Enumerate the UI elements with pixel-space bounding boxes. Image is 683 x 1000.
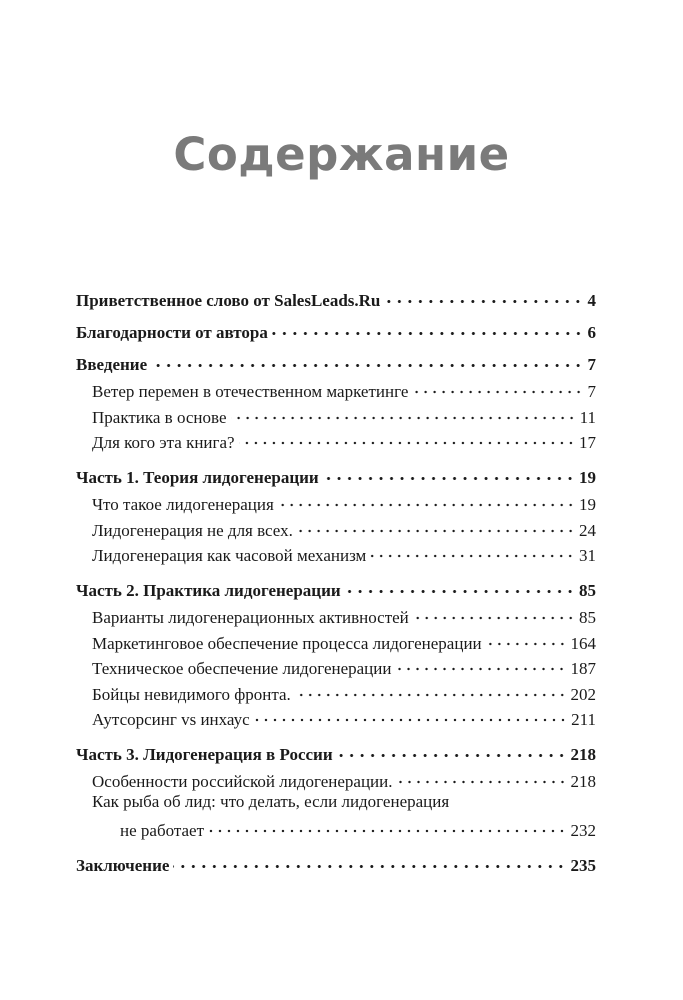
- dot-leader: [370, 539, 575, 561]
- toc-subentry-label-line1: Как рыба об лид: что делать, если лидогенерация: [92, 791, 450, 811]
- toc-subentry: [76, 514, 596, 540]
- toc-subentry: [76, 814, 596, 840]
- toc-subentry: [76, 426, 596, 452]
- toc-page-number: 85: [579, 581, 596, 600]
- toc-subentry: [76, 678, 596, 704]
- toc-subentry: [76, 652, 596, 678]
- toc-entry-label: Для кого эта книга?: [92, 433, 235, 452]
- dot-leader: [413, 601, 575, 623]
- dot-leader: [486, 627, 567, 649]
- toc-entry-label: Практика в основе: [92, 407, 227, 427]
- toc-page-number: 164: [570, 633, 596, 653]
- toc-subentry: [76, 401, 596, 427]
- toc-page-number: 6: [587, 323, 596, 342]
- dot-leader: [323, 461, 575, 483]
- toc-entry-label: Аутсорсинг vs инхаус: [92, 710, 250, 729]
- toc-page-number: 218: [570, 772, 596, 791]
- dot-leader: [231, 401, 576, 423]
- dot-leader: [295, 678, 567, 700]
- toc-entry-label: Приветственное слово от SalesLeads.Ru: [76, 291, 381, 310]
- toc-page-number: 7: [587, 355, 596, 374]
- toc-page-number: 202: [570, 684, 596, 704]
- toc-page-number: 7: [587, 382, 596, 401]
- toc-page-number: 19: [579, 495, 596, 514]
- toc-page-number: 85: [579, 608, 596, 627]
- toc-subentry: [76, 703, 596, 729]
- toc-subentry: [76, 765, 596, 791]
- toc-subentry: [76, 627, 596, 653]
- toc-entry-label: Заключение: [76, 855, 170, 875]
- toc-entry-label: Особенности российской лидогенерации.: [92, 772, 393, 791]
- dot-leader: [173, 849, 566, 871]
- toc-page-number: 218: [570, 745, 596, 764]
- toc-page-number: 235: [570, 855, 596, 875]
- dot-leader: [345, 574, 575, 596]
- toc-page-number: 24: [579, 520, 596, 540]
- toc-entry-label: Введение: [76, 355, 148, 374]
- toc-page-number: 31: [579, 546, 596, 565]
- dot-leader: [254, 703, 567, 725]
- toc-entry-label: Лидогенерация как часовой механизм: [92, 546, 367, 565]
- toc-entry-intro: [76, 348, 596, 374]
- toc-entry-label: Часть 3. Лидогенерация в России: [76, 745, 333, 764]
- toc-entry-part1: [76, 461, 596, 487]
- toc-entry-label: Благодарности от автора: [76, 323, 268, 342]
- toc-subentry: [76, 601, 596, 627]
- toc-entry-label: Маркетинговое обеспечение процесса лидогенерации: [92, 633, 482, 653]
- toc-page-number: 17: [579, 433, 596, 452]
- dot-leader: [395, 652, 566, 674]
- toc-page-number: 19: [579, 468, 596, 487]
- dot-leader: [384, 284, 583, 306]
- dot-leader: [337, 738, 567, 760]
- toc-page-number: 232: [570, 820, 596, 840]
- toc-page-number: 211: [571, 710, 596, 729]
- toc-entry-label: Часть 1. Теория лидогенерации: [76, 468, 319, 487]
- dot-leader: [151, 348, 583, 370]
- toc-entry-thanks: [76, 316, 596, 342]
- table-of-contents: [76, 284, 596, 881]
- toc-entry-label: Что такое лидогенерация: [92, 495, 274, 514]
- toc-entry-greeting: [76, 284, 596, 310]
- toc-subentry-label-line2: не работает: [120, 820, 205, 840]
- toc-entry-label: Варианты лидогенерационных активностей: [92, 608, 409, 627]
- toc-entry-label: Ветер перемен в отечественном маркетинге: [92, 382, 409, 401]
- toc-entry-label: Техническое обеспечение лидогенерации: [92, 659, 392, 678]
- toc-entry-part3: [76, 738, 596, 764]
- dot-leader: [272, 316, 584, 338]
- toc-entry-conclusion: [76, 849, 596, 875]
- dot-leader: [397, 765, 567, 787]
- toc-entry-label: Бойцы невидимого фронта.: [92, 684, 291, 704]
- dot-leader: [278, 488, 575, 510]
- toc-entry-label: Часть 2. Практика лидогенерации: [76, 581, 341, 600]
- toc-subentry: [76, 375, 596, 401]
- toc-subentry: [76, 488, 596, 514]
- dot-leader: [208, 814, 566, 836]
- dot-leader: [412, 375, 583, 397]
- toc-page-number: 11: [579, 407, 596, 427]
- toc-entry-label: Лидогенерация не для всех.: [92, 520, 293, 540]
- page-title: Содержание: [173, 128, 510, 181]
- toc-subentry: [76, 539, 596, 565]
- dot-leader: [239, 426, 575, 448]
- dot-leader: [297, 514, 575, 536]
- toc-entry-part2: [76, 574, 596, 600]
- toc-page-number: 187: [570, 659, 596, 678]
- toc-page-number: 4: [587, 291, 596, 310]
